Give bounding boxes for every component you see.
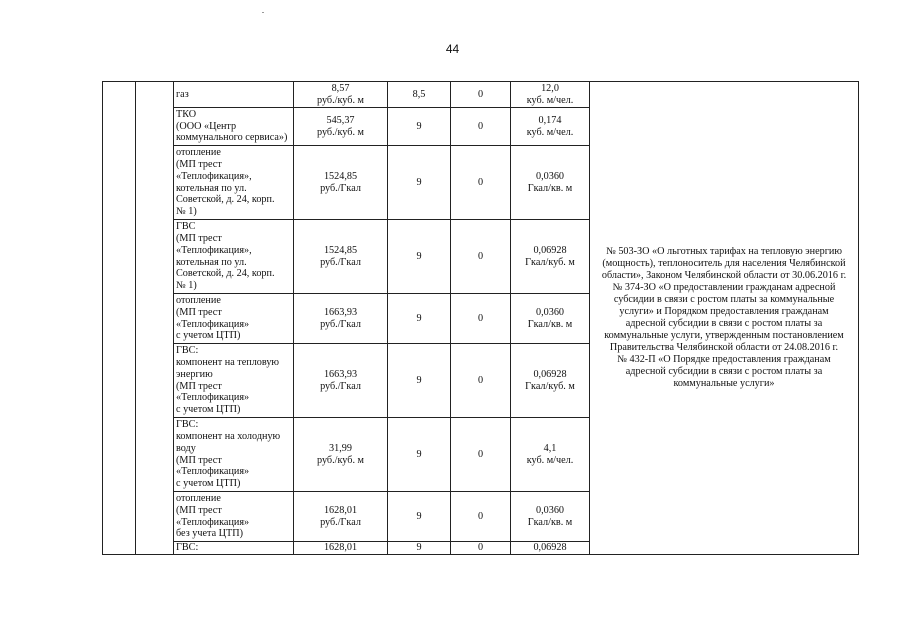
legal-basis-line: адресной субсидии в связи с ростом платы за [625, 365, 823, 377]
value-cell: 0 [451, 294, 511, 344]
service-name-line: (ООО «Центр [176, 120, 237, 132]
service-name-cell [174, 344, 294, 418]
norm-cell [511, 542, 590, 555]
service-name-line: (МП трест [176, 158, 222, 170]
tariff-price-line: 1628,01 [323, 542, 358, 553]
value-cell: 9 [388, 108, 451, 146]
table-row [103, 82, 859, 108]
legal-basis-line: коммунальные услуги» [673, 377, 775, 389]
legal-basis-line: услуги» и Порядком предоставления гражданам [619, 305, 829, 317]
tariff-price-line: 8,57 [331, 82, 350, 94]
service-name-line: Советской, д. 24, корп. [176, 194, 275, 206]
legal-basis-line: коммунальные услуги, утвержденным постановлением [604, 329, 844, 341]
service-name-cell [174, 542, 294, 555]
tariff-price-line: 1524,85 [323, 170, 358, 182]
norm-line: 0,06928 [533, 542, 567, 553]
norm-cell [511, 492, 590, 542]
service-name-line: (МП трест [176, 380, 222, 392]
service-name-line: (МП трест [176, 504, 222, 516]
tariff-price-cell [294, 492, 388, 542]
tariff-price-cell [294, 82, 388, 108]
empty-column-cell [103, 82, 136, 555]
service-name-line: «Теплофикация» [176, 392, 250, 404]
service-name-line: № 1) [176, 280, 197, 292]
norm-line: 0,0360 [535, 306, 564, 318]
service-name-line: «Теплофикация» [176, 318, 250, 330]
value-cell: 9 [388, 344, 451, 418]
tariff-price-cell [294, 220, 388, 294]
value-cell: 9 [388, 418, 451, 492]
norm-cell [511, 418, 590, 492]
service-name-line: (МП трест [176, 232, 222, 244]
value-cell: 0 [451, 82, 511, 108]
service-name-line: коммунального сервиса») [176, 132, 288, 144]
value-cell: 9 [388, 146, 451, 220]
service-name-line: (МП трест [176, 454, 222, 466]
norm-line: Гкал/куб. м [525, 256, 575, 268]
service-name-line: ГВС: [176, 345, 199, 357]
tariff-price-line: руб./Гкал [320, 256, 361, 268]
legal-basis-line: (мощность), теплоноситель для населения Челябинской [602, 257, 846, 269]
tariff-price-line: 1628,01 [323, 504, 358, 516]
legal-basis-line: Правительства Челябинской области от 24.08.2016 г. [609, 341, 839, 353]
norm-cell [511, 220, 590, 294]
service-name-cell [174, 418, 294, 492]
service-name-line: отопление [176, 294, 221, 306]
norm-line: 0,0360 [535, 170, 564, 182]
service-name-cell [174, 82, 294, 108]
tariff-price-line: 545,37 [326, 114, 355, 126]
norm-line: куб. м/чел. [526, 94, 574, 106]
service-name-cell [174, 492, 294, 542]
service-name-line: с учетом ЦТП) [176, 404, 241, 416]
service-name-line: «Теплофикация» [176, 516, 250, 528]
service-name-line: «Теплофикация», [176, 170, 252, 182]
legal-basis-line: субсидии в связи с ростом платы за коммунальные [613, 293, 835, 305]
tariff-price-line: руб./Гкал [320, 318, 361, 330]
legal-basis-line: адресной субсидии в связи с ростом платы за [625, 317, 823, 329]
service-name-line: компонент на тепловую [176, 356, 280, 368]
norm-line: Гкал/кв. м [527, 516, 573, 528]
tariff-price-line: руб./Гкал [320, 380, 361, 392]
service-name-cell [174, 146, 294, 220]
legal-basis-line: № 503-ЗО «О льготных тарифах на тепловую энергию [606, 245, 842, 257]
value-cell: 0 [451, 108, 511, 146]
service-name-line: ГВС: [176, 419, 199, 431]
tariff-price-line: 1663,93 [323, 368, 358, 380]
norm-line: 0,174 [538, 114, 562, 126]
service-name-line: отопление [176, 147, 221, 159]
tariff-price-cell [294, 294, 388, 344]
service-name-line: «Теплофикация», [176, 244, 252, 256]
service-name-cell [174, 220, 294, 294]
tariff-price-cell [294, 108, 388, 146]
service-name-line: воду [176, 442, 196, 454]
service-name-line: ГВС [176, 221, 196, 233]
service-name-line: котельная по ул. [176, 182, 247, 194]
scan-speck [262, 12, 264, 13]
norm-line: 0,0360 [535, 504, 564, 516]
tariff-price-line: руб./Гкал [320, 516, 361, 528]
service-name-line: с учетом ЦТП) [176, 478, 241, 490]
norm-line: Гкал/кв. м [527, 318, 573, 330]
norm-cell [511, 146, 590, 220]
norm-cell [511, 108, 590, 146]
value-cell: 0 [451, 146, 511, 220]
value-cell: 8,5 [388, 82, 451, 108]
tariff-price-line: 1524,85 [323, 244, 358, 256]
service-name-line: «Теплофикация» [176, 466, 250, 478]
page-number: 44 [445, 42, 460, 56]
value-cell: 0 [451, 344, 511, 418]
service-name-line: ТКО [176, 108, 197, 120]
service-name-line: (МП трест [176, 306, 222, 318]
value-cell: 9 [388, 294, 451, 344]
value-cell: 0 [451, 220, 511, 294]
tariff-price-cell [294, 146, 388, 220]
tariff-price-line: руб./куб. м [317, 454, 364, 466]
tariff-price-line: руб./куб. м [317, 94, 364, 106]
value-cell: 9 [388, 220, 451, 294]
service-name-line: котельная по ул. [176, 256, 247, 268]
norm-line: 0,06928 [533, 368, 567, 380]
legal-basis-cell [590, 82, 859, 555]
tariff-price-cell [294, 542, 388, 555]
value-cell: 9 [388, 492, 451, 542]
norm-cell [511, 344, 590, 418]
value-cell: 0 [451, 492, 511, 542]
norm-line: Гкал/кв. м [527, 182, 573, 194]
value-cell: 9 [388, 542, 451, 555]
norm-line: 0,06928 [533, 244, 567, 256]
norm-cell [511, 82, 590, 108]
tariff-table [102, 81, 859, 555]
service-name-cell [174, 108, 294, 146]
service-name-cell [174, 294, 294, 344]
tariff-price-line: руб./куб. м [317, 126, 364, 138]
norm-cell [511, 294, 590, 344]
service-name-line: энергию [176, 368, 213, 380]
service-name-line: ГВС: [176, 542, 199, 553]
value-cell: 0 [451, 418, 511, 492]
tariff-price-cell [294, 344, 388, 418]
service-name-line: без учета ЦТП) [176, 528, 243, 540]
norm-line: Гкал/куб. м [525, 380, 575, 392]
service-name-line: компонент на холодную [176, 430, 281, 442]
legal-basis-line: области», Законом Челябинской области от 30.06.2016 г. [601, 269, 847, 281]
service-name-line: отопление [176, 492, 221, 504]
norm-line: куб. м/чел. [526, 454, 574, 466]
service-name-line: Советской, д. 24, корп. [176, 268, 275, 280]
service-name-line: № 1) [176, 206, 197, 218]
norm-line: куб. м/чел. [526, 126, 574, 138]
value-cell: 0 [451, 542, 511, 555]
norm-line: 12,0 [541, 82, 559, 94]
legal-basis-line: № 432-П «О Порядке предоставления гражданам [617, 353, 831, 365]
tariff-price-cell [294, 418, 388, 492]
empty-column-cell [136, 82, 174, 555]
tariff-price-line: 1663,93 [323, 306, 358, 318]
tariff-price-line: руб./Гкал [320, 182, 361, 194]
service-name-line: газ [176, 88, 189, 100]
norm-line: 4,1 [543, 442, 557, 454]
tariff-price-line: 31,99 [329, 442, 352, 454]
service-name-line: с учетом ЦТП) [176, 330, 241, 342]
legal-basis-line: № 374-ЗО «О предоставлении гражданам адресной [612, 281, 836, 293]
